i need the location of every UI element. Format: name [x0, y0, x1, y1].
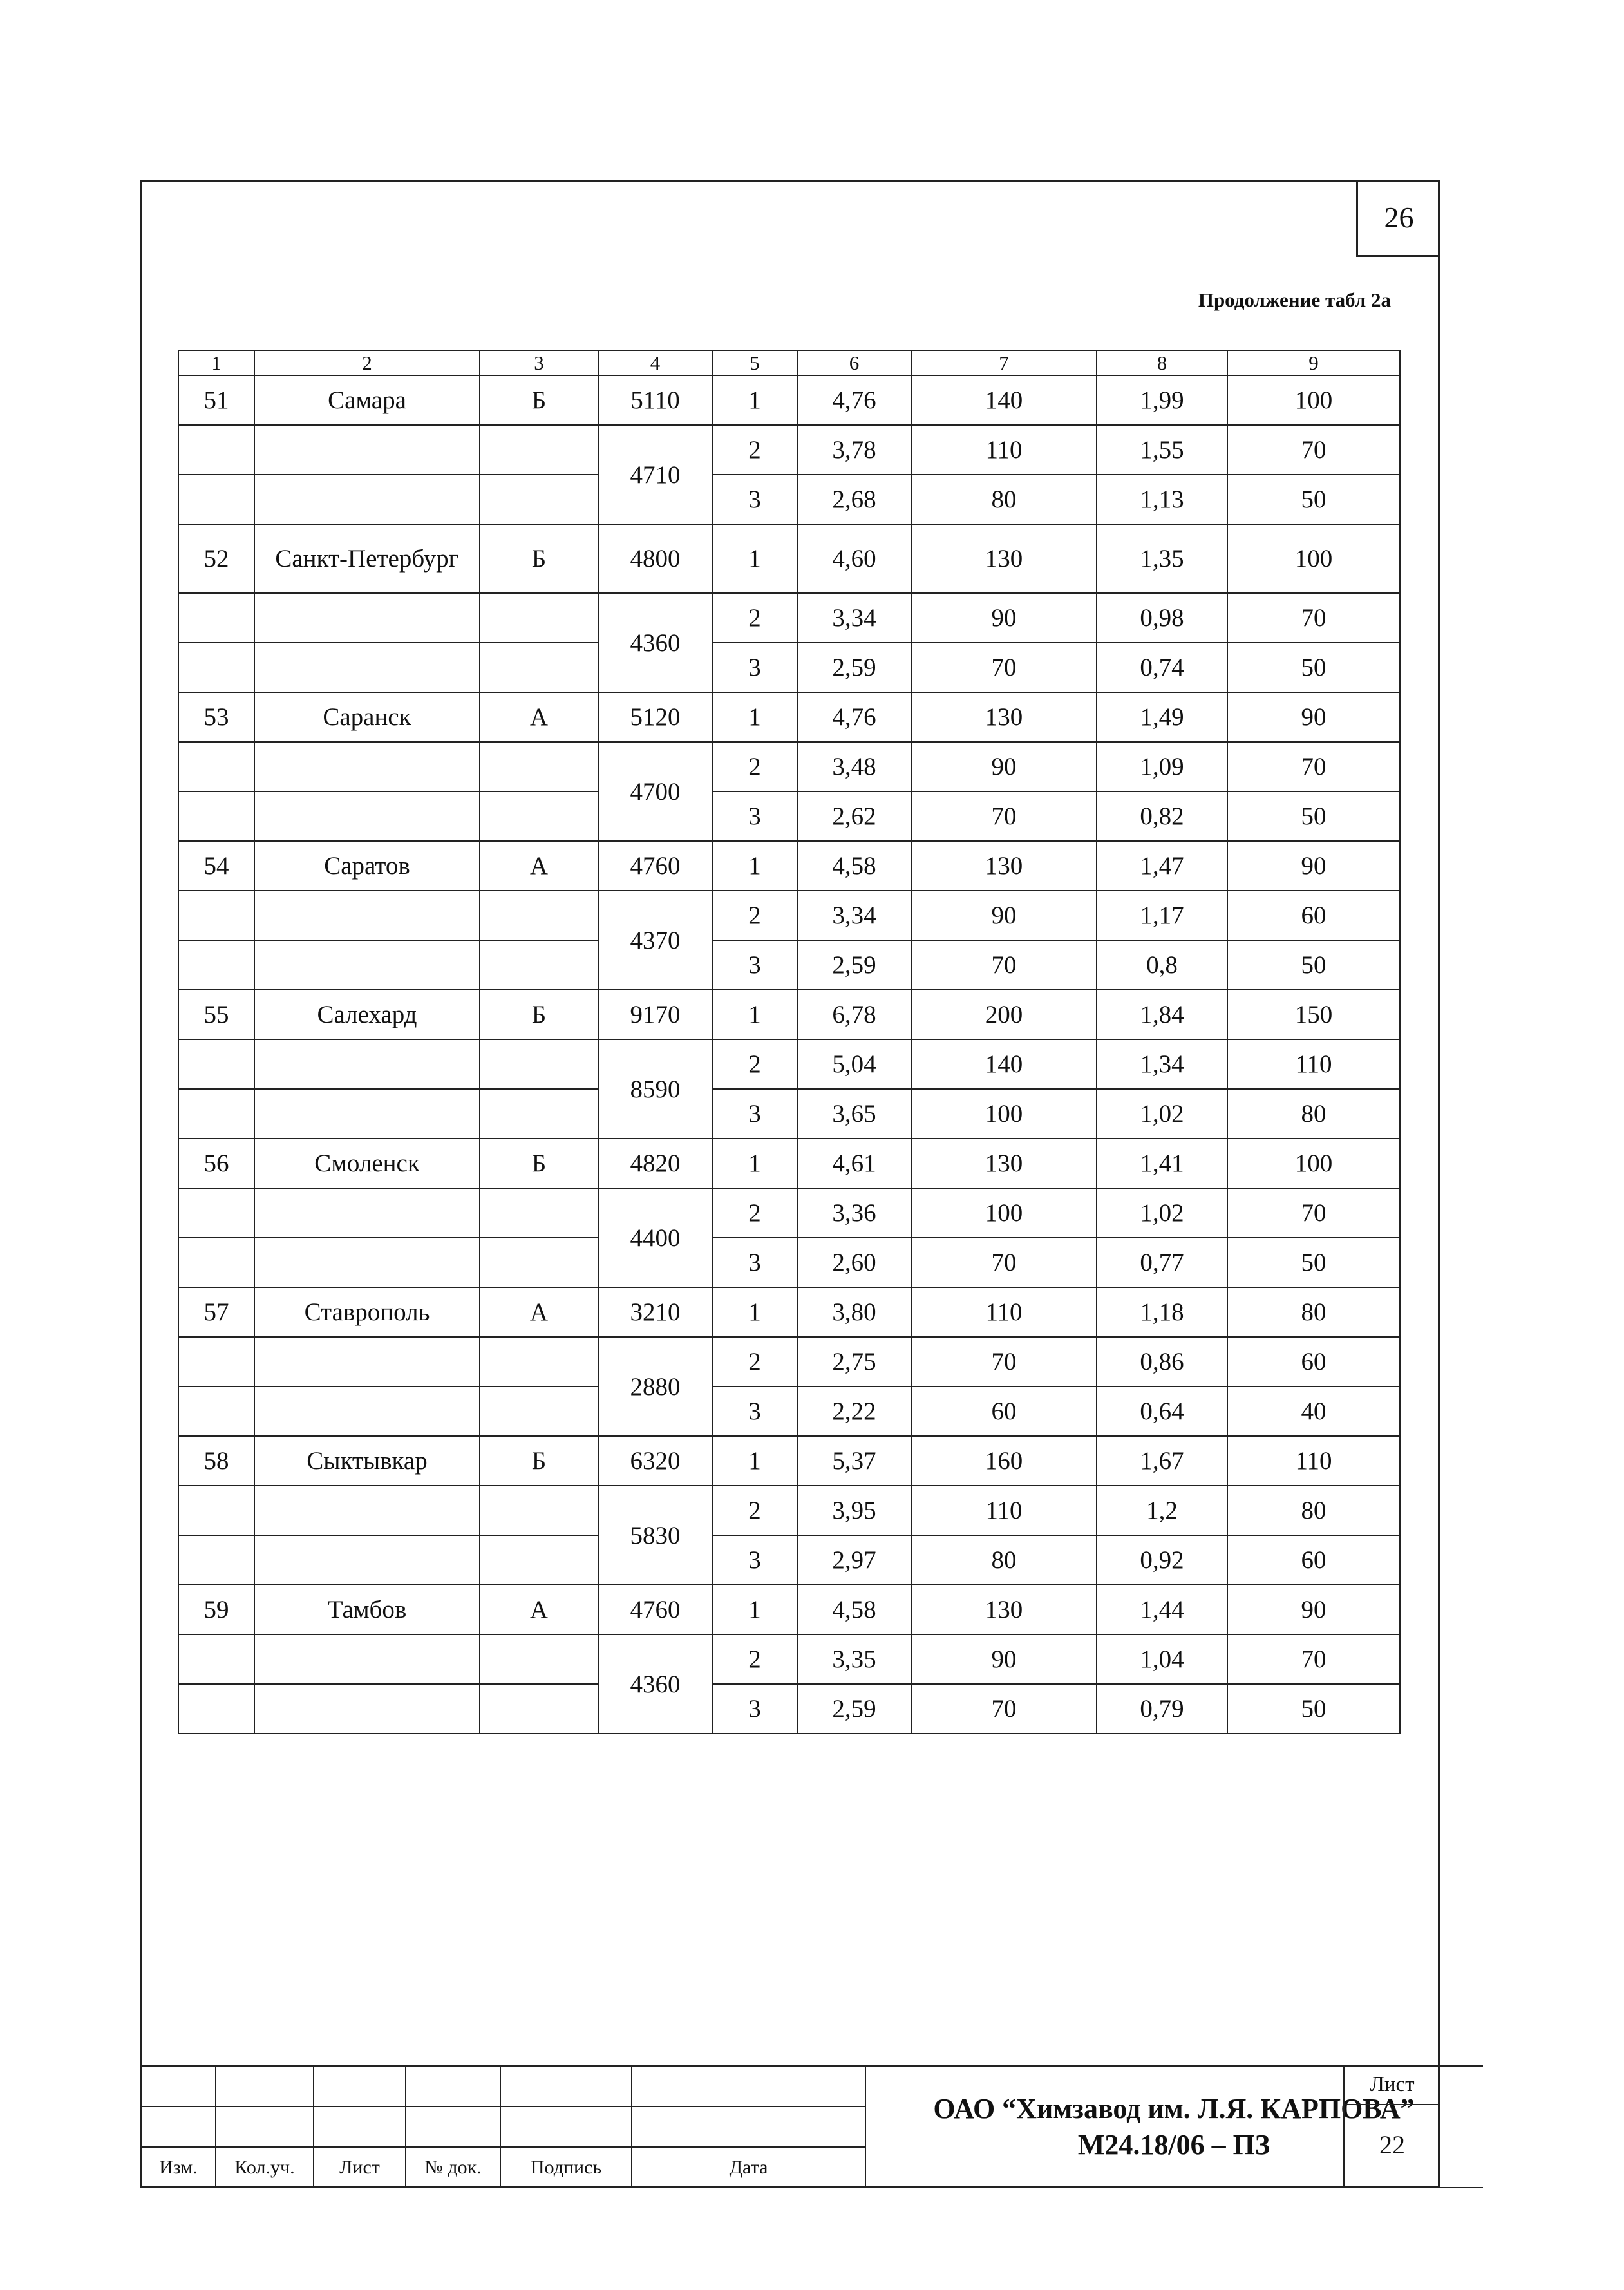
empty-cell: [254, 1684, 480, 1734]
empty-cell: [178, 643, 254, 692]
table-row: [178, 1188, 1400, 1238]
value-cell: 50: [1227, 1684, 1400, 1734]
city-name: Саранск: [254, 692, 480, 742]
value-cell: 0,92: [1097, 1535, 1227, 1585]
value-cell: 3,65: [797, 1089, 911, 1139]
value-cell: 130: [911, 1585, 1097, 1634]
value-cell: 4,76: [797, 692, 911, 742]
empty-cell: [178, 1039, 254, 1089]
zone-class: Б: [480, 1139, 598, 1188]
value-cell: 70: [911, 643, 1097, 692]
table-row: [178, 1139, 1400, 1188]
empty-cell: [480, 1039, 598, 1089]
value-cell: 1,04: [1097, 1634, 1227, 1684]
value-cell: 1: [712, 692, 797, 742]
value-cell: 3,48: [797, 742, 911, 791]
value-col4: 9170: [598, 990, 712, 1039]
column-header: 6: [797, 350, 911, 375]
stamp-label: Кол.уч.: [216, 2147, 314, 2188]
value-cell: 70: [1227, 593, 1400, 643]
empty-cell: [178, 742, 254, 791]
value-cell: 90: [911, 1634, 1097, 1684]
value-cell: 3: [712, 1684, 797, 1734]
value-cell: 0,98: [1097, 593, 1227, 643]
zone-class: Б: [480, 375, 598, 425]
value-col4: 4800: [598, 524, 712, 593]
stamp-label: № док.: [406, 2147, 500, 2188]
value-col4-merged: 8590: [598, 1039, 712, 1139]
empty-cell: [178, 1535, 254, 1585]
table-row: [178, 1634, 1400, 1684]
empty-cell: [254, 1386, 480, 1436]
column-header: 4: [598, 350, 712, 375]
value-cell: 3,78: [797, 425, 911, 475]
zone-class: Б: [480, 990, 598, 1039]
value-cell: 80: [1227, 1486, 1400, 1535]
value-cell: 3,35: [797, 1634, 911, 1684]
value-cell: 110: [1227, 1039, 1400, 1089]
stamp-label: Дата: [632, 2147, 865, 2188]
value-cell: 70: [911, 1238, 1097, 1287]
value-cell: 1,09: [1097, 742, 1227, 791]
value-cell: 70: [911, 1684, 1097, 1734]
empty-cell: [178, 1089, 254, 1139]
empty-cell: [178, 475, 254, 524]
value-cell: 90: [1227, 841, 1400, 891]
table-header-row: [178, 350, 1400, 375]
column-header: 7: [911, 350, 1097, 375]
empty-cell: [254, 742, 480, 791]
value-cell: 1,47: [1097, 841, 1227, 891]
empty-cell: [480, 1535, 598, 1585]
value-cell: 2,75: [797, 1337, 911, 1386]
value-cell: 80: [1227, 1089, 1400, 1139]
empty-cell: [254, 1238, 480, 1287]
row-number: 58: [178, 1436, 254, 1486]
empty-cell: [254, 1634, 480, 1684]
value-cell: 1,02: [1097, 1188, 1227, 1238]
value-col4: 6320: [598, 1436, 712, 1486]
table-row: [178, 1089, 1400, 1139]
value-cell: 50: [1227, 1238, 1400, 1287]
table-row: [178, 1238, 1400, 1287]
value-cell: 130: [911, 841, 1097, 891]
value-cell: 50: [1227, 475, 1400, 524]
value-cell: 4,60: [797, 524, 911, 593]
table-row: [178, 1585, 1400, 1634]
empty-cell: [480, 1486, 598, 1535]
empty-cell: [254, 1337, 480, 1386]
empty-cell: [178, 425, 254, 475]
value-cell: 0,8: [1097, 940, 1227, 990]
table-row: [178, 1486, 1400, 1535]
empty-cell: [480, 643, 598, 692]
value-cell: 90: [1227, 692, 1400, 742]
empty-cell: [178, 891, 254, 940]
row-number: 56: [178, 1139, 254, 1188]
value-cell: 3: [712, 1386, 797, 1436]
table-row: [178, 990, 1400, 1039]
value-cell: 0,82: [1097, 791, 1227, 841]
empty-cell: [480, 791, 598, 841]
empty-cell: [178, 1238, 254, 1287]
value-cell: 1,67: [1097, 1436, 1227, 1486]
value-cell: 1: [712, 1436, 797, 1486]
value-col4-merged: 2880: [598, 1337, 712, 1436]
value-cell: 2,68: [797, 475, 911, 524]
stamp-label: Изм.: [141, 2147, 216, 2188]
row-number: 54: [178, 841, 254, 891]
empty-cell: [480, 475, 598, 524]
value-cell: 1: [712, 1139, 797, 1188]
value-cell: 100: [1227, 375, 1400, 425]
value-cell: 1: [712, 524, 797, 593]
value-cell: 60: [911, 1386, 1097, 1436]
table-row: [178, 791, 1400, 841]
table-row: [178, 524, 1400, 593]
empty-cell: [254, 891, 480, 940]
value-cell: 70: [1227, 425, 1400, 475]
value-cell: 2,22: [797, 1386, 911, 1436]
table-row: [178, 1535, 1400, 1585]
sheet-number: 22: [1379, 2130, 1405, 2159]
value-cell: 4,58: [797, 1585, 911, 1634]
empty-cell: [480, 742, 598, 791]
table-row: [178, 742, 1400, 791]
empty-cell: [480, 940, 598, 990]
city-name: Самара: [254, 375, 480, 425]
empty-cell: [254, 1535, 480, 1585]
value-cell: 1,02: [1097, 1089, 1227, 1139]
value-cell: 140: [911, 375, 1097, 425]
value-cell: 1: [712, 841, 797, 891]
value-col4-merged: 4360: [598, 593, 712, 692]
value-cell: 1,49: [1097, 692, 1227, 742]
empty-cell: [480, 1188, 598, 1238]
table-row: [178, 425, 1400, 475]
value-cell: 140: [911, 1039, 1097, 1089]
value-cell: 3,95: [797, 1486, 911, 1535]
value-cell: 50: [1227, 940, 1400, 990]
empty-cell: [480, 1089, 598, 1139]
value-cell: 130: [911, 524, 1097, 593]
table-row: [178, 593, 1400, 643]
empty-cell: [178, 791, 254, 841]
column-header: 9: [1227, 350, 1400, 375]
empty-cell: [178, 1486, 254, 1535]
empty-cell: [480, 1386, 598, 1436]
zone-class: А: [480, 1585, 598, 1634]
value-cell: 4,61: [797, 1139, 911, 1188]
table-row: [178, 475, 1400, 524]
value-cell: 100: [911, 1089, 1097, 1139]
table-row: [178, 692, 1400, 742]
zone-class: Б: [480, 1436, 598, 1486]
value-cell: 110: [911, 1486, 1097, 1535]
value-cell: 2: [712, 425, 797, 475]
value-cell: 1,17: [1097, 891, 1227, 940]
value-cell: 2,59: [797, 940, 911, 990]
value-cell: 70: [911, 940, 1097, 990]
row-number: 55: [178, 990, 254, 1039]
value-cell: 150: [1227, 990, 1400, 1039]
value-col4: 4820: [598, 1139, 712, 1188]
sheet-label: Лист: [1345, 2065, 1440, 2105]
table-row: [178, 1386, 1400, 1436]
table-row: [178, 375, 1400, 425]
empty-cell: [178, 1188, 254, 1238]
table-row: [178, 841, 1400, 891]
value-cell: 3,80: [797, 1287, 911, 1337]
row-number: 57: [178, 1287, 254, 1337]
empty-cell: [178, 1386, 254, 1436]
value-cell: 100: [1227, 524, 1400, 593]
value-cell: 1,99: [1097, 375, 1227, 425]
row-number: 52: [178, 524, 254, 593]
value-cell: 90: [911, 742, 1097, 791]
empty-cell: [480, 891, 598, 940]
value-cell: 110: [911, 425, 1097, 475]
value-col4: 3210: [598, 1287, 712, 1337]
value-cell: 5,37: [797, 1436, 911, 1486]
value-cell: 0,77: [1097, 1238, 1227, 1287]
value-cell: 100: [1227, 1139, 1400, 1188]
value-cell: 3: [712, 1238, 797, 1287]
city-name: Санкт-Петербург: [254, 524, 480, 593]
empty-cell: [254, 940, 480, 990]
value-cell: 3: [712, 475, 797, 524]
value-cell: 130: [911, 1139, 1097, 1188]
value-cell: 70: [911, 1337, 1097, 1386]
table-row: [178, 940, 1400, 990]
value-cell: 3: [712, 643, 797, 692]
empty-cell: [480, 1337, 598, 1386]
value-cell: 100: [911, 1188, 1097, 1238]
value-cell: 2: [712, 1337, 797, 1386]
value-cell: 80: [911, 1535, 1097, 1585]
city-name: Ставрополь: [254, 1287, 480, 1337]
value-cell: 1: [712, 375, 797, 425]
value-cell: 2: [712, 891, 797, 940]
empty-cell: [254, 593, 480, 643]
city-name: Саратов: [254, 841, 480, 891]
page-number: 26: [1356, 180, 1440, 257]
column-header: 3: [480, 350, 598, 375]
empty-cell: [254, 1188, 480, 1238]
value-cell: 90: [911, 593, 1097, 643]
empty-cell: [178, 940, 254, 990]
empty-cell: [480, 425, 598, 475]
value-cell: 1: [712, 1287, 797, 1337]
value-cell: 3: [712, 1535, 797, 1585]
value-cell: 4,76: [797, 375, 911, 425]
table-row: [178, 891, 1400, 940]
value-cell: 2: [712, 593, 797, 643]
value-col4: 4760: [598, 841, 712, 891]
stamp-grid: [140, 2065, 866, 2188]
city-name: Смоленск: [254, 1139, 480, 1188]
value-cell: 70: [1227, 1634, 1400, 1684]
value-cell: 1,41: [1097, 1139, 1227, 1188]
value-cell: 2: [712, 1188, 797, 1238]
empty-cell: [178, 1634, 254, 1684]
value-cell: 60: [1227, 891, 1400, 940]
zone-class: А: [480, 692, 598, 742]
value-cell: 5,04: [797, 1039, 911, 1089]
table-row: [178, 1039, 1400, 1089]
sheet-block: [1343, 2065, 1440, 2188]
value-cell: 2,59: [797, 1684, 911, 1734]
organization-name: ОАО “Химзавод им. Л.Я. КАРПОВА”: [933, 2092, 1415, 2124]
zone-class: А: [480, 1287, 598, 1337]
value-cell: 0,79: [1097, 1684, 1227, 1734]
zone-class: А: [480, 841, 598, 891]
value-cell: 1: [712, 990, 797, 1039]
value-cell: 70: [1227, 1188, 1400, 1238]
value-cell: 50: [1227, 791, 1400, 841]
value-cell: 110: [911, 1287, 1097, 1337]
value-cell: 160: [911, 1436, 1097, 1486]
data-table: [178, 350, 1401, 1734]
value-cell: 2,97: [797, 1535, 911, 1585]
value-cell: 1,84: [1097, 990, 1227, 1039]
empty-cell: [254, 1486, 480, 1535]
value-cell: 0,64: [1097, 1386, 1227, 1436]
value-cell: 60: [1227, 1535, 1400, 1585]
empty-cell: [254, 425, 480, 475]
table-row: [178, 1337, 1400, 1386]
empty-cell: [480, 1684, 598, 1734]
zone-class: Б: [480, 524, 598, 593]
column-header: 8: [1097, 350, 1227, 375]
value-cell: 3: [712, 1089, 797, 1139]
empty-cell: [480, 1238, 598, 1287]
table-row: [178, 1684, 1400, 1734]
column-header: 1: [178, 350, 254, 375]
value-cell: 3,36: [797, 1188, 911, 1238]
value-cell: 90: [911, 891, 1097, 940]
value-cell: 80: [1227, 1287, 1400, 1337]
empty-cell: [254, 1039, 480, 1089]
value-col4-merged: 4370: [598, 891, 712, 990]
value-cell: 3: [712, 940, 797, 990]
value-cell: 4,58: [797, 841, 911, 891]
value-cell: 80: [911, 475, 1097, 524]
row-number: 51: [178, 375, 254, 425]
value-col4: 5120: [598, 692, 712, 742]
value-cell: 1,2: [1097, 1486, 1227, 1535]
value-cell: 90: [1227, 1585, 1400, 1634]
column-header: 5: [712, 350, 797, 375]
empty-cell: [254, 643, 480, 692]
value-cell: 0,74: [1097, 643, 1227, 692]
empty-cell: [178, 593, 254, 643]
empty-cell: [480, 1634, 598, 1684]
value-cell: 6,78: [797, 990, 911, 1039]
value-cell: 0,86: [1097, 1337, 1227, 1386]
table-row: [178, 1287, 1400, 1337]
city-name: Салехард: [254, 990, 480, 1039]
value-cell: 3: [712, 791, 797, 841]
value-cell: 2,62: [797, 791, 911, 841]
value-cell: 2,59: [797, 643, 911, 692]
value-col4: 4760: [598, 1585, 712, 1634]
stamp-label: Подпись: [500, 2147, 632, 2188]
value-cell: 1,55: [1097, 425, 1227, 475]
value-col4-merged: 4360: [598, 1634, 712, 1734]
column-header: 2: [254, 350, 480, 375]
value-cell: 60: [1227, 1337, 1400, 1386]
value-col4-merged: 4710: [598, 425, 712, 524]
value-cell: 1,44: [1097, 1585, 1227, 1634]
value-col4: 5110: [598, 375, 712, 425]
value-cell: 1,34: [1097, 1039, 1227, 1089]
empty-cell: [254, 475, 480, 524]
value-cell: 50: [1227, 643, 1400, 692]
document-code: М24.18/06 – ПЗ: [1077, 2128, 1270, 2161]
value-cell: 40: [1227, 1386, 1400, 1436]
value-cell: 110: [1227, 1436, 1400, 1486]
value-cell: 70: [1227, 742, 1400, 791]
value-cell: 3,34: [797, 593, 911, 643]
value-cell: 2: [712, 1039, 797, 1089]
value-cell: 130: [911, 692, 1097, 742]
value-cell: 70: [911, 791, 1097, 841]
city-name: Тамбов: [254, 1585, 480, 1634]
table-row: [178, 1436, 1400, 1486]
value-cell: 2: [712, 1634, 797, 1684]
value-cell: 1,18: [1097, 1287, 1227, 1337]
table-row: [178, 643, 1400, 692]
empty-cell: [178, 1337, 254, 1386]
value-cell: 2: [712, 742, 797, 791]
row-number: 59: [178, 1585, 254, 1634]
row-number: 53: [178, 692, 254, 742]
value-cell: 1: [712, 1585, 797, 1634]
value-cell: 1,35: [1097, 524, 1227, 593]
value-col4-merged: 4700: [598, 742, 712, 841]
empty-cell: [254, 1089, 480, 1139]
table-caption: Продолжение табл 2а: [1198, 289, 1391, 311]
value-cell: 2: [712, 1486, 797, 1535]
empty-cell: [178, 1684, 254, 1734]
value-cell: 1,13: [1097, 475, 1227, 524]
empty-cell: [480, 593, 598, 643]
value-cell: 200: [911, 990, 1097, 1039]
empty-cell: [254, 791, 480, 841]
value-col4-merged: 4400: [598, 1188, 712, 1287]
stamp-label: Лист: [314, 2147, 406, 2188]
value-cell: 3,34: [797, 891, 911, 940]
value-col4-merged: 5830: [598, 1486, 712, 1585]
value-cell: 2,60: [797, 1238, 911, 1287]
city-name: Сыктывкар: [254, 1436, 480, 1486]
title-stamp: [140, 2065, 1440, 2188]
